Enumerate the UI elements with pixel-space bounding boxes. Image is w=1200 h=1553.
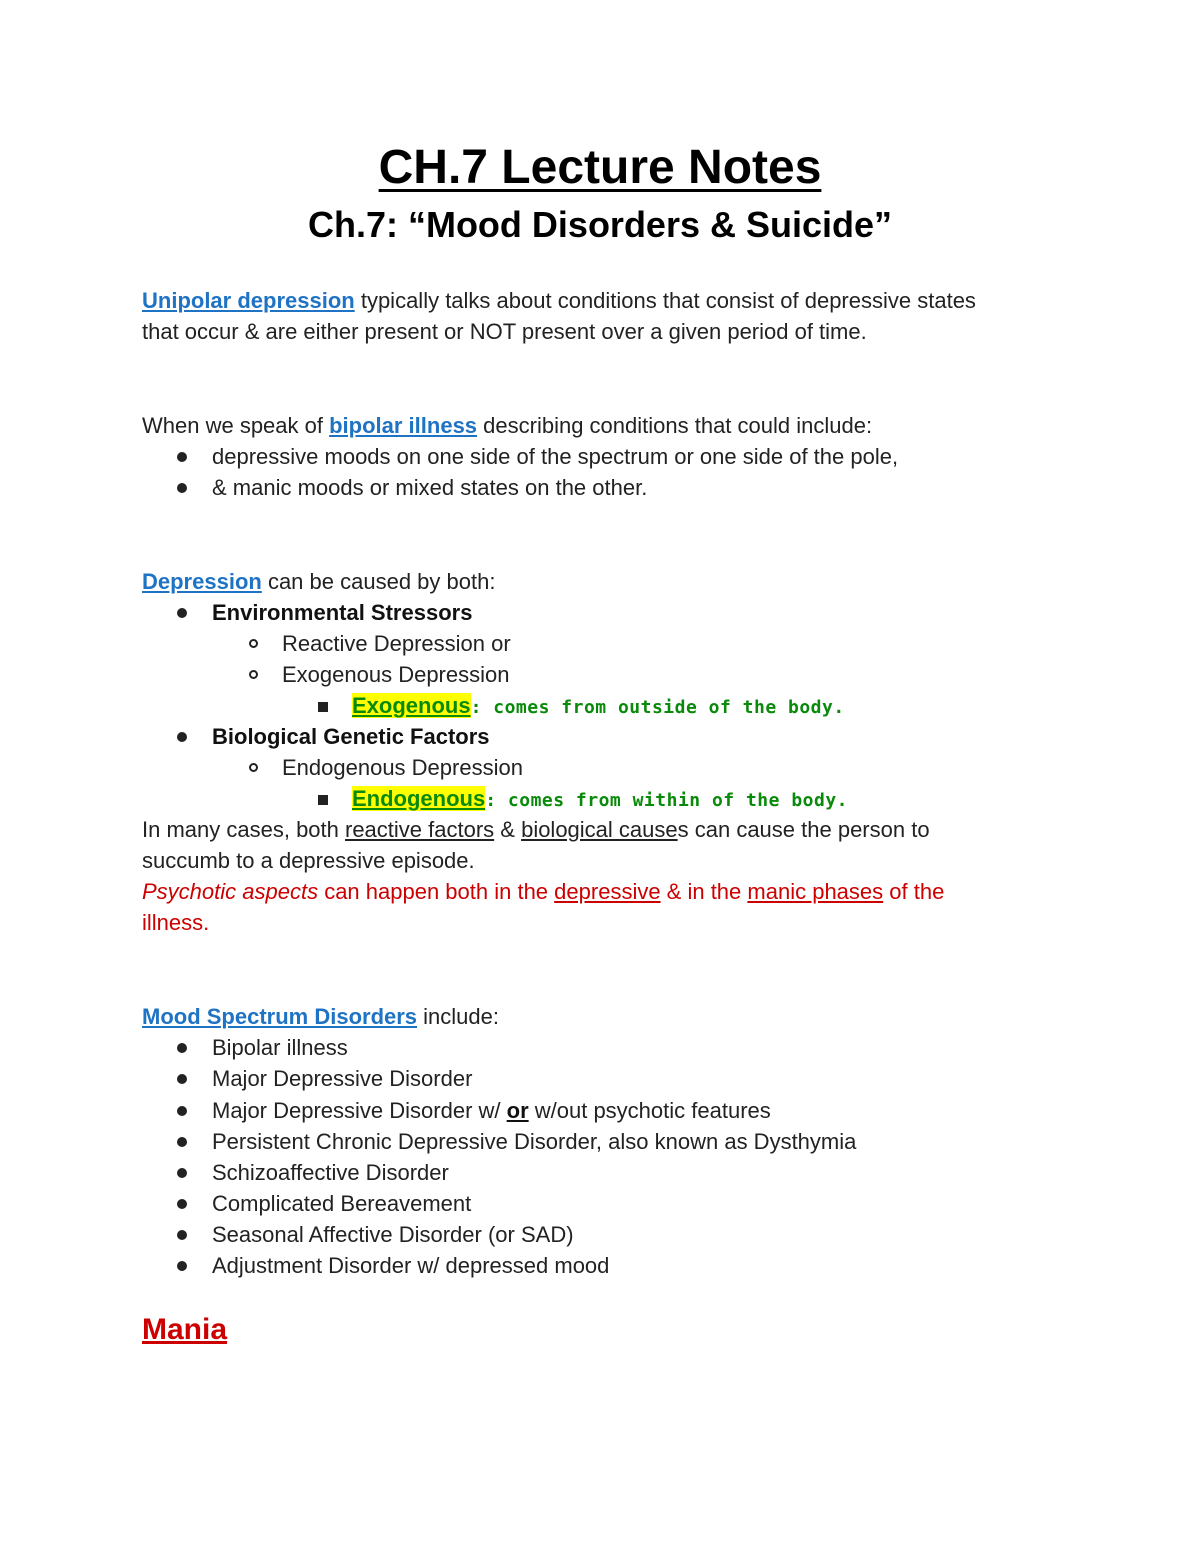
manic-phases: manic phases <box>747 879 884 904</box>
mood-item: Major Depressive Disorder <box>212 1066 473 1091</box>
bullet-icon <box>177 1168 187 1178</box>
mood-item: Complicated Bereavement <box>212 1191 472 1216</box>
bipolar-lead: When we speak of <box>142 413 330 438</box>
psy-f: of the <box>883 879 945 904</box>
bipolar-tail: describing conditions that could include: <box>477 413 873 438</box>
page-subtitle: Ch.7: “Mood Disorders & Suicide” <box>307 204 893 245</box>
hollow-bullet-icon <box>249 639 258 648</box>
exogenous-term: Exogenous <box>352 693 471 718</box>
depressive-phase: depressive <box>554 879 661 904</box>
bullet-icon <box>177 1074 187 1084</box>
bipolar-term: bipolar illness <box>329 413 478 438</box>
square-bullet-icon <box>318 795 328 805</box>
psychotic-line1 <box>142 876 944 907</box>
exogenous-def: : comes from outside of the body. <box>470 697 845 718</box>
mdd-or: or <box>506 1098 529 1123</box>
psychotic-aspects: Psychotic aspects <box>142 879 319 904</box>
cases-line1 <box>142 814 930 845</box>
hollow-bullet-icon <box>249 670 258 679</box>
depression-paragraph <box>142 566 495 597</box>
mdd-a: Major Depressive Disorder w/ <box>212 1098 507 1123</box>
bipolar-paragraph <box>142 410 872 441</box>
bullet-icon <box>177 1043 187 1053</box>
psychotic-line2: illness. <box>142 910 210 935</box>
mood-spectrum-term: Mood Spectrum Disorders <box>142 1004 418 1029</box>
biological-factors: Biological Genetic Factors <box>212 724 490 749</box>
bullet-icon <box>177 1106 187 1116</box>
exogenous-definition <box>352 690 845 723</box>
bullet-icon <box>177 608 187 618</box>
reactive-factors: reactive factors <box>345 817 495 842</box>
bullet-icon <box>177 1230 187 1240</box>
mood-item-mdd-psychotic <box>212 1095 771 1126</box>
mood-item: Adjustment Disorder w/ depressed mood <box>212 1253 610 1278</box>
bio-sub-item: Endogenous Depression <box>282 755 523 780</box>
psy-d: & in the <box>660 879 748 904</box>
bipolar-item: depressive moods on one side of the spectrum or one side of the pole, <box>212 444 899 469</box>
mania-heading: Mania <box>142 1313 228 1346</box>
bullet-icon <box>177 483 187 493</box>
mood-item: Persistent Chronic Depressive Disorder, also known as Dysthymia <box>212 1129 857 1154</box>
biological-causes: biological cause <box>521 817 678 842</box>
mood-item: Bipolar illness <box>212 1035 348 1060</box>
unipolar-term: Unipolar depression <box>142 288 355 313</box>
bullet-icon <box>177 1137 187 1147</box>
unipolar-paragraph-line2: that occur & are either present or NOT present over a given period of time. <box>142 319 867 344</box>
depression-term: Depression <box>142 569 262 594</box>
env-sub-item: Reactive Depression or <box>282 631 511 656</box>
bullet-icon <box>177 452 187 462</box>
env-sub-item: Exogenous Depression <box>282 662 510 687</box>
endogenous-definition <box>352 783 848 816</box>
mood-item: Schizoaffective Disorder <box>212 1160 449 1185</box>
endogenous-term: Endogenous <box>352 786 486 811</box>
mood-spectrum-tail: include: <box>417 1004 499 1029</box>
cases-a: In many cases, both <box>142 817 345 842</box>
page-title: CH.7 Lecture Notes <box>378 141 822 194</box>
cases-c: & <box>494 817 522 842</box>
unipolar-text1: typically talks about conditions that consist of depressive states <box>354 288 976 313</box>
mdd-b: w/out psychotic features <box>528 1098 771 1123</box>
cases-line2: succumb to a depressive episode. <box>142 848 475 873</box>
psy-b: can happen both in the <box>318 879 555 904</box>
unipolar-paragraph-line1 <box>142 285 976 316</box>
depression-tail: can be caused by both: <box>261 569 496 594</box>
environmental-stressors: Environmental Stressors <box>212 600 473 625</box>
mood-item: Seasonal Affective Disorder (or SAD) <box>212 1222 574 1247</box>
endogenous-def: : comes from within of the body. <box>485 790 848 811</box>
bullet-icon <box>177 732 187 742</box>
mood-spectrum-paragraph <box>142 1001 499 1032</box>
cases-e: s can cause the person to <box>677 817 930 842</box>
bipolar-item: & manic moods or mixed states on the other. <box>212 475 648 500</box>
bullet-icon <box>177 1199 187 1209</box>
hollow-bullet-icon <box>249 763 258 772</box>
square-bullet-icon <box>318 702 328 712</box>
bullet-icon <box>177 1261 187 1271</box>
